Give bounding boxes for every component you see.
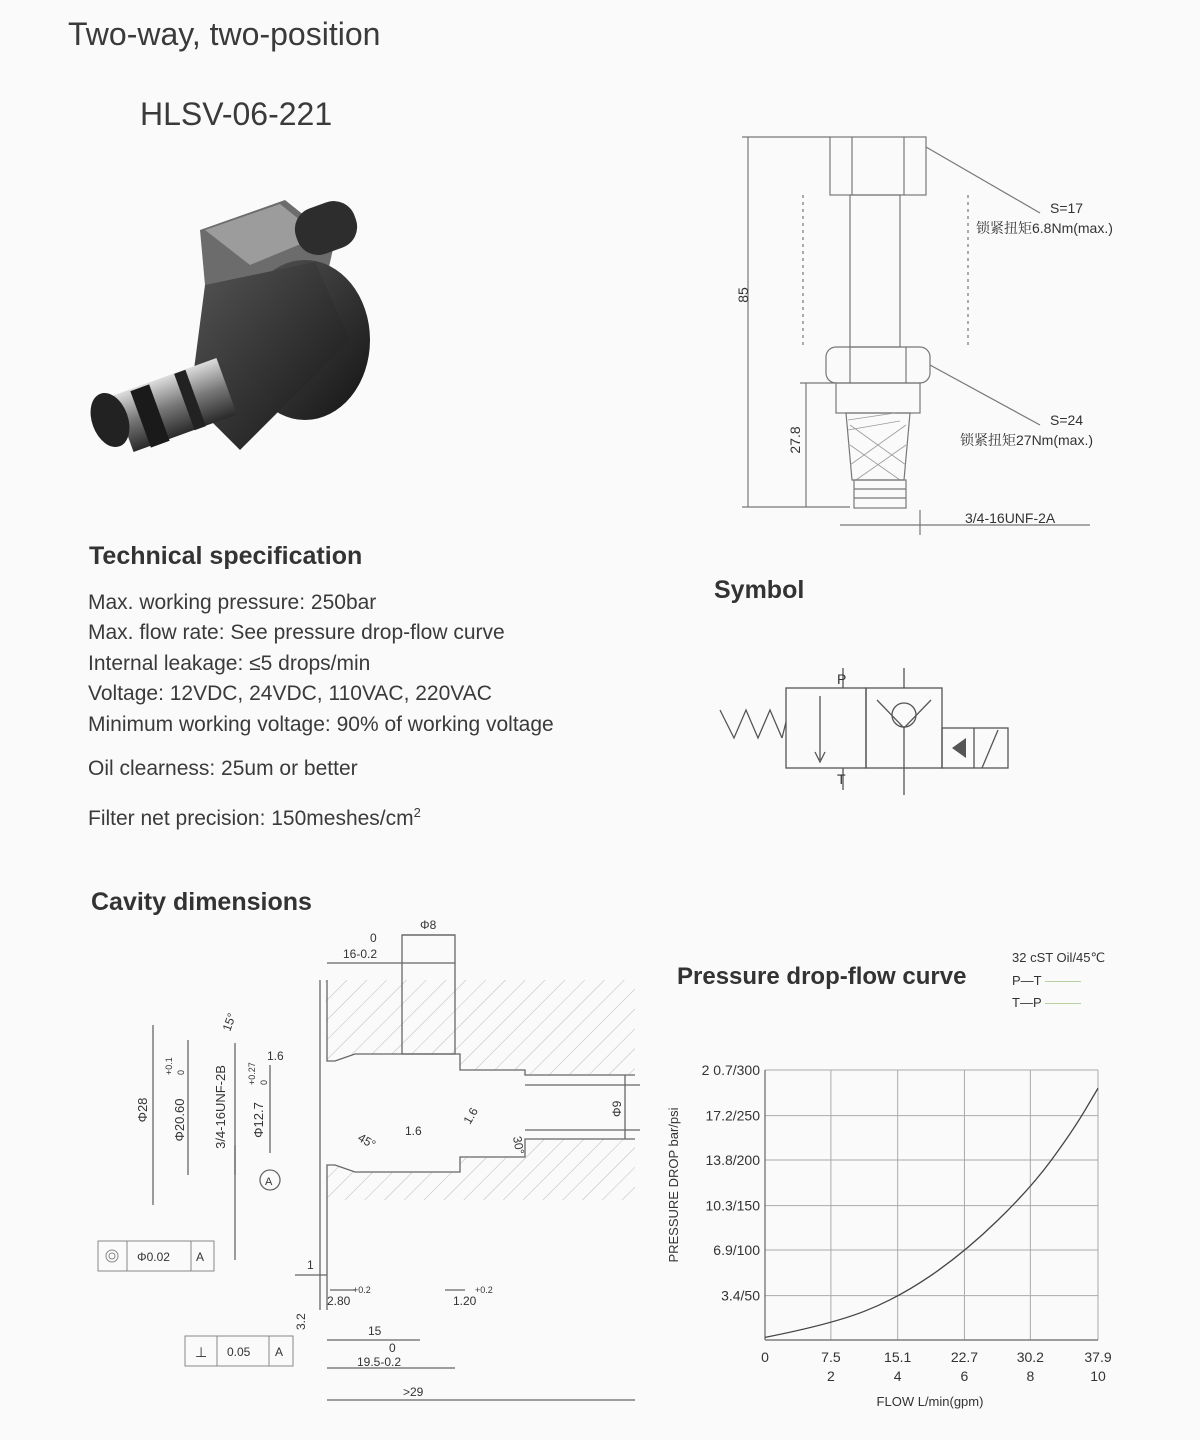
cavity-d12: Φ12.7 <box>251 1102 266 1138</box>
model-number: HLSV-06-221 <box>140 96 333 132</box>
port-p: P <box>837 671 847 687</box>
y-tick-label: 3.4/50 <box>721 1287 760 1304</box>
dim-85: 85 <box>735 287 751 303</box>
cavity-d28: Φ28 <box>135 1097 150 1123</box>
cavity-top-len: 16-0.2 <box>343 947 378 961</box>
spec-leakage: Internal leakage: ≤5 drops/min <box>88 651 371 675</box>
perpendicularity-icon: ⊥ <box>195 1344 208 1360</box>
symbol-heading: Symbol <box>714 576 805 604</box>
pressure-flow-chart <box>660 1050 1130 1420</box>
cavity-dim15: 15 <box>368 1324 382 1338</box>
spec-max-flow: Max. flow rate: See pressure drop-flow curve <box>88 621 505 645</box>
curve-heading: Pressure drop-flow curve <box>677 963 967 990</box>
cavity-dim120-tol: +0.2 <box>475 1285 493 1295</box>
cavity-r16c: 1.6 <box>460 1105 481 1127</box>
perpendicularity-datum: A <box>275 1345 284 1359</box>
cavity-datum: A <box>265 1176 273 1188</box>
hex-top-torque: 锁紧扭矩6.8Nm(max.) <box>976 220 1113 236</box>
cavity-thread: 3/4-16UNF-2B <box>213 1065 228 1149</box>
tech-spec-list <box>88 588 554 835</box>
cavity-top-tol-0: 0 <box>370 931 377 945</box>
x-tick-label: 37.9 <box>1084 1349 1112 1365</box>
chart-grid <box>765 1070 1098 1340</box>
cavity-dim120: 1.20 <box>453 1294 477 1308</box>
chart-xlabel: FLOW L/min(gpm) <box>876 1394 984 1409</box>
x-tick-label: 22.7 <box>950 1349 979 1365</box>
concentricity-datum: A <box>196 1250 205 1264</box>
series-p-t-line <box>765 1088 1098 1337</box>
cavity-d12-tol-up: +0.27 <box>247 1062 257 1085</box>
cavity-dim1: 1 <box>307 1258 314 1272</box>
spec-max-pressure: Max. working pressure: 250bar <box>88 591 377 614</box>
spec-min-voltage: Minimum working voltage: 90% of working voltage <box>88 712 554 736</box>
legend-entry-tp: T—P <box>1012 995 1081 1010</box>
x-tick-label-gpm: 8 <box>1026 1368 1035 1384</box>
cavity-d20-tol-up: +0.1 <box>164 1057 174 1075</box>
hex-top-size: S=17 <box>1050 200 1084 216</box>
x-tick-label: 0 <box>761 1349 769 1365</box>
perpendicularity-value: 0.05 <box>227 1345 251 1359</box>
legend-entry-pt: P—T <box>1012 973 1081 988</box>
concentricity-value: Φ0.02 <box>137 1250 170 1264</box>
hex-bottom-torque: 锁紧扭矩27Nm(max.) <box>960 432 1094 448</box>
x-tick-label: 7.5 <box>821 1349 841 1365</box>
hex-bottom-size: S=24 <box>1050 412 1084 428</box>
chart-ylabel: PRESSURE DROP bar/psi <box>666 1107 681 1263</box>
cavity-r16a: 1.6 <box>267 1049 284 1063</box>
dimension-drawing <box>720 125 1190 540</box>
spec-voltage: Voltage: 12VDC, 24VDC, 110VAC, 220VAC <box>88 682 492 706</box>
cavity-dim280: 2.80 <box>327 1294 351 1308</box>
cavity-r16b: 1.6 <box>405 1124 422 1138</box>
cavity-d20-tol-lo: 0 <box>176 1069 186 1075</box>
product-photo <box>80 190 380 460</box>
cavity-dim29: >29 <box>403 1385 424 1399</box>
cavity-d20: Φ20.60 <box>172 1098 187 1142</box>
x-tick-label-gpm: 4 <box>893 1368 902 1384</box>
y-tick-label: 10.3/150 <box>705 1197 760 1214</box>
chart-ticks <box>702 1062 1112 1384</box>
cavity-angle45: 45° <box>355 1130 379 1152</box>
cavity-dim280-tol: +0.2 <box>353 1285 371 1295</box>
thread-spec: 3/4-16UNF-2A <box>965 510 1056 526</box>
cavity-drawing <box>95 915 640 1415</box>
y-tick-label: 2 0.7/300 <box>701 1062 760 1078</box>
cavity-angle30: 30° <box>510 1135 527 1156</box>
legend-oil: 32 cST Oil/45℃ <box>1012 950 1106 965</box>
dim-27-8: 27.8 <box>787 426 803 454</box>
x-tick-label-gpm: 6 <box>960 1368 969 1384</box>
cavity-dim32: 3.2 <box>294 1313 308 1330</box>
cavity-d8: Φ8 <box>420 918 437 932</box>
spec-filter: Filter net precision: $150meshes/cm^2$ <box>88 805 421 831</box>
cavity-bottom-tol-0: 0 <box>389 1341 396 1355</box>
x-tick-label: 30.2 <box>1016 1349 1044 1365</box>
x-tick-label-gpm: 10 <box>1090 1368 1106 1384</box>
hydraulic-symbol <box>712 660 1022 800</box>
cavity-angle15: 15° <box>219 1011 240 1034</box>
page-title: Two-way, two-position <box>68 16 381 52</box>
cavity-d9: Φ9 <box>610 1100 624 1117</box>
y-tick-label: 6.9/100 <box>713 1242 760 1258</box>
x-tick-label: 15.1 <box>884 1349 912 1365</box>
cavity-d12-tol-lo: 0 <box>259 1079 269 1085</box>
tech-spec-heading: Technical specification <box>89 542 363 570</box>
y-tick-label: 13.8/200 <box>705 1152 760 1168</box>
cavity-heading: Cavity dimensions <box>91 888 312 916</box>
y-tick-label: 17.2/250 <box>705 1107 760 1124</box>
spec-oil-clearness: Oil clearness: 25um or better <box>88 757 358 781</box>
cavity-dim195: 19.5-0.2 <box>357 1355 402 1369</box>
port-t: T <box>837 771 846 787</box>
x-tick-label-gpm: 2 <box>826 1368 835 1384</box>
